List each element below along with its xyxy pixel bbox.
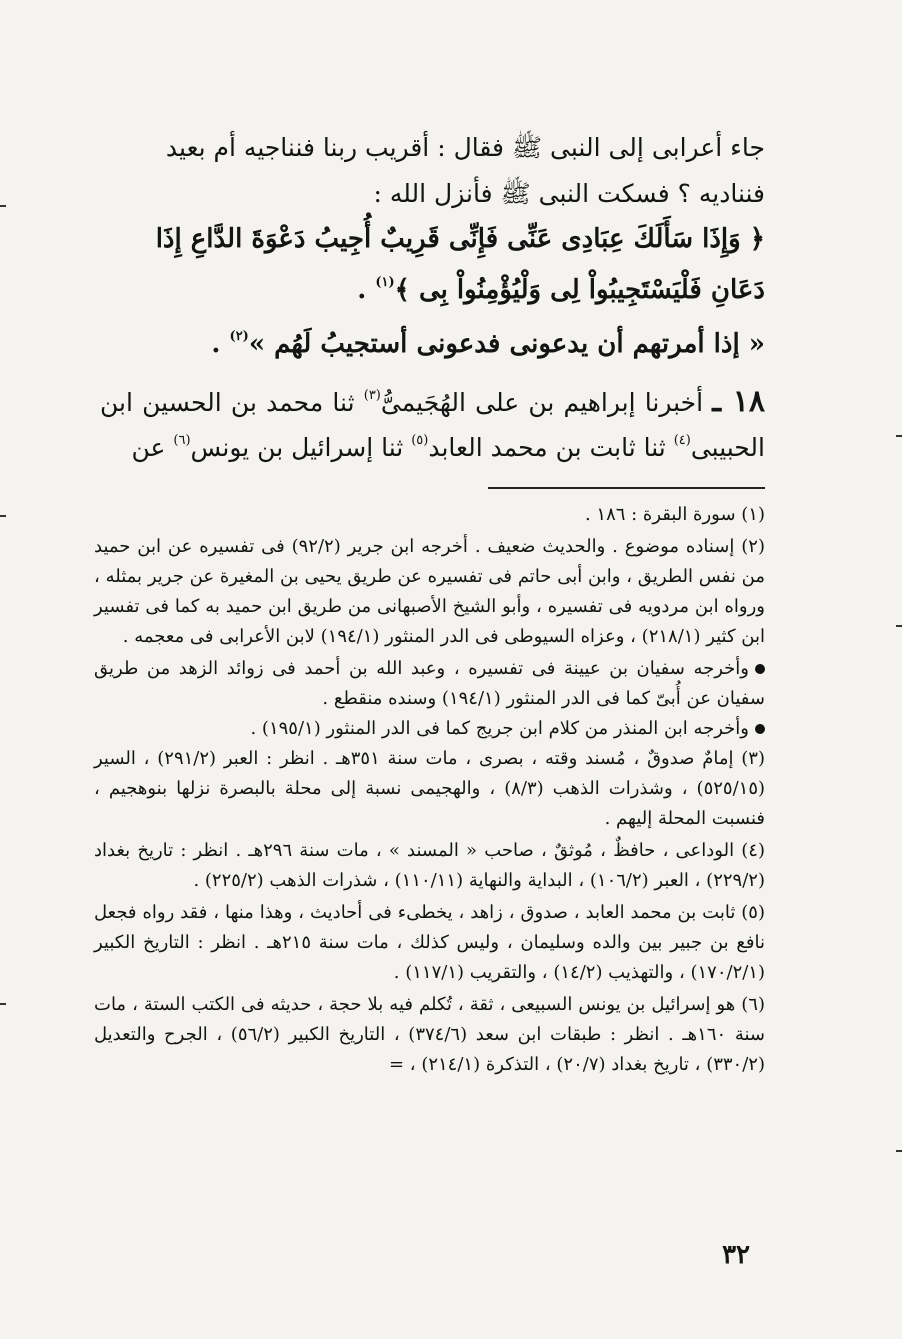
hadith-quote [100,314,765,367]
scan-edge-mark [896,1150,902,1152]
footnote-ref-3: (٣) [363,388,381,403]
entry-number: ١٨ ـ [712,384,766,419]
footnote-ref-2: (٢) [229,329,249,344]
bullet-text: وأخرجه ابن المنذر من كلام ابن جريج كما فى الدر المنثور (١٩٥/١) . [250,718,749,739]
footnotes [94,500,765,1082]
hadith-end-punct: . [211,329,230,359]
footnote-1: (١) سورة البقرة : ١٨٦ . [584,504,765,525]
entry-text-b: ثنا محمد بن الحسين [142,388,364,417]
page-number: ٣٢ [722,1240,750,1270]
scan-edge-mark [0,205,6,207]
main-text [100,125,765,467]
footnote-ref-5: (٥) [411,433,429,448]
scan-edge-mark [896,435,902,437]
narration-entry [100,377,765,467]
entry-text-d: ثنا ثابت بن محمد العابد [428,433,674,462]
footnote-5: (٥) ثابت بن محمد العابد ، صدوق ، زاهد ، يخطىء فى أحاديث ، وهذا منها ، فقد رواه فجعل نافع بن جبير بين والده وسليمان ، وليس كذلك ، مات سنة ٢١٥هـ . انظر : التاريخ الكبير (١٧٠/٢/١) ، والتهذيب (١٤/٢) ، والتقريب (١١٧/١) . [94,902,766,983]
entry-text-f: عن [131,433,174,462]
body-line-2: فنناديه ؟ فسكت النبى ﷺ فأنزل الله : [373,179,765,208]
scan-edge-mark [0,1003,6,1005]
hadith-text: « إذا أمرتهم أن يدعونى فدعونى أستجيبُ لَهُم » [248,329,765,359]
footnote-ref-4: (٤) [673,433,691,448]
footnote-3: (٣) إمامٌ صدوقٌ ، مُسند وقته ، بصرى ، مات سنة ٣٥١هـ . انظر : العبر (٢٩١/٢) ، السير (٥٢٥/١٥) ، وشذرات الذهب (٨/٣) ، والهجيمى نسبة إلى محلة بالبصرة نزلها بنوهجيم ، فنسبت المحلة إليهم . [94,748,766,829]
scan-edge-mark [896,625,902,627]
bullet-icon [755,724,765,734]
footnote-ref-6: (٦) [173,433,191,448]
footnote-4: (٤) الوداعى ، حافظٌ ، مُوثقٌ ، صاحب « المسند » ، مات سنة ٢٩٦هـ . انظر : تاريخ بغداد (٢٢٩/٢) ، العبر (١٠٦/٢) ، البداية والنهاية (١١٠/١١) ، شذرات الذهب (٢٢٥/٢) . [94,840,765,891]
footnote-2: (٢) إسناده موضوع . والحديث ضعيف . أخرجه ابن جرير (٩٢/٢) فى تفسيره عن ابن حميد من نفس الطريق ، وابن أبى حاتم فى تفسيره عن طريق يحيى بن المغيرة عن جرير بمثله ، ورواه ابن مردويه فى تفسيره ، وأبو الشيخ الأصبهانى من طريق ابن حميد به كما فى تفسير ابن كثير (٢١٨/١) ، وعزاه السيوطى فى الدر المنثور (١٩٤/١) لابن الأعرابى فى معجمه . [94,536,765,647]
footnote-bullet-1 [94,654,765,714]
bullet-icon [755,664,765,674]
quran-verse-text: دَعَانِ فَلْيَسْتَجِيبُواْ لِى وَلْيُؤْمِنُواْ بِى ﴾ [394,275,765,305]
bullet-text: وأخرجه سفيان بن عيينة فى تفسيره ، وعبد الله بن أحمد فى زوائد الزهد من طريق سفيان عن أُبىّ كما فى الدر المنثور (١٩٤/١) وسنده منقطع . [94,658,765,709]
verse-end-punct: . [357,275,376,305]
scan-edge-mark [0,515,6,517]
body-line-1: جاء أعرابى إلى النبى ﷺ فقال : أقريب ربنا فنناجيه أم بعيد [165,133,765,162]
footnote-ref-1: (١) [375,275,395,290]
footnote-divider [488,487,765,489]
entry-text-a: أخبرنا إبراهيم بن على الهُجَيمىُّ [380,388,713,417]
quran-verse-line-2 [100,261,765,312]
footnote-bullet-2 [94,714,765,744]
footnote-6: (٦) هو إسرائيل بن يونس السبيعى ، ثقة ، تُكلم فيه بلا حجة ، حديثه فى الكتب الستة ، مات سنة ١٦٠هـ . انظر : طبقات ابن سعد (٣٧٤/٦) ، التاريخ الكبير (٥٦/٢) ، الجرح والتعديل (٣٣٠/٢) ، تاريخ بغداد (٢٠/٧) ، التذكرة (٢١٤/١) ، = [94,994,766,1075]
quran-verse-line-1: ﴿ وَإِذَا سَأَلَكَ عِبَادِى عَنِّى فَإِنِّى قَرِيبٌ أُجِيبُ دَعْوَةَ الدَّاعِ إِذَا [155,224,765,254]
entry-text-c: ابن الحبيبى [100,388,765,462]
entry-text-e: ثنا إسرائيل بن يونس [190,433,412,462]
